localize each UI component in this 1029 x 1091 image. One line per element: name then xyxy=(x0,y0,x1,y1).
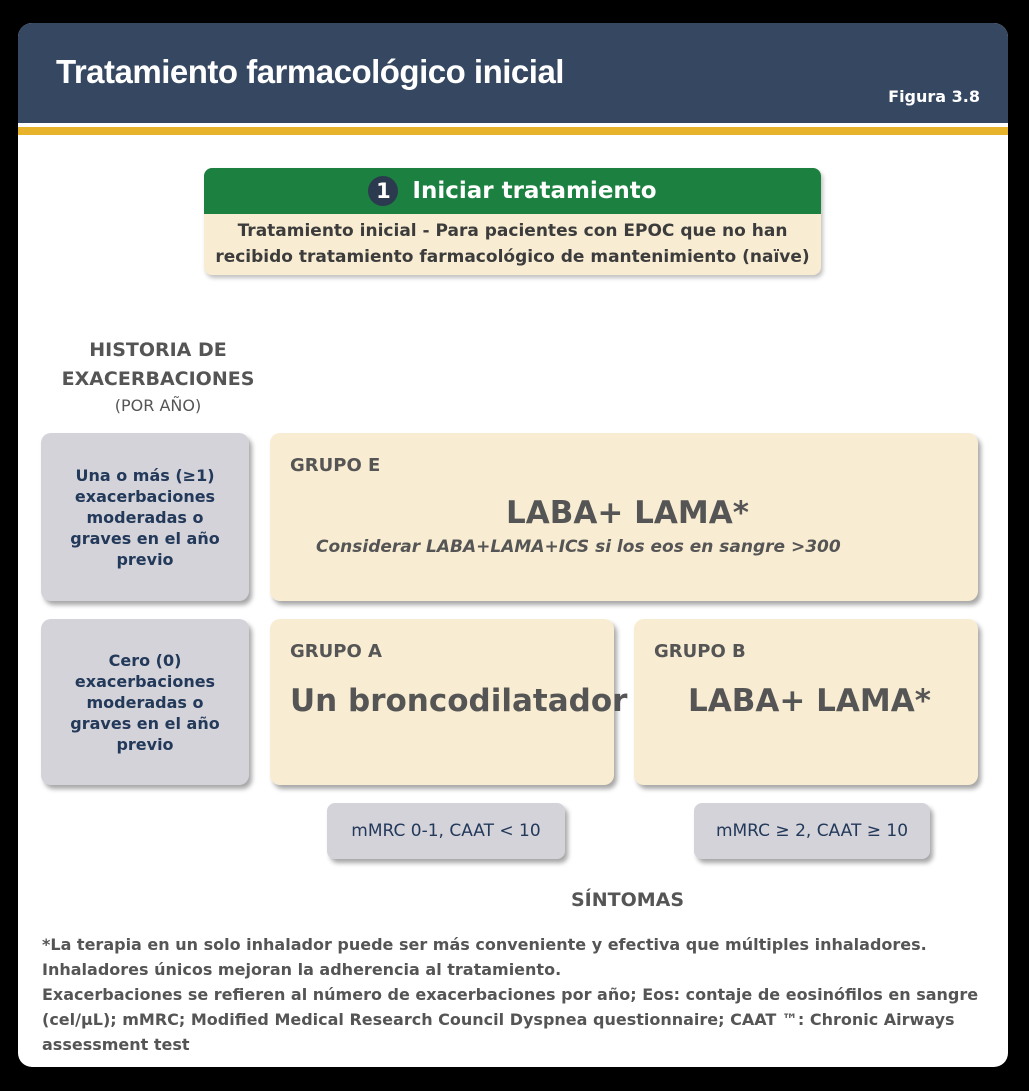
group-e-label: GRUPO E xyxy=(290,455,381,476)
footnote-line: Inhaladores únicos mejoran la adherencia al tratamiento. xyxy=(42,960,562,979)
footnote-line: Exacerbaciones se refieren al número de exacerbaciones por año; Eos: contaje de eosinófilos en sangre xyxy=(42,985,979,1004)
start-treatment-box xyxy=(204,168,821,275)
history-title-line: EXACERBACIONES xyxy=(61,368,255,390)
group-b-treatment: LABA+ LAMA* xyxy=(688,683,931,719)
history-row-zero: Cero (0) exacerbaciones moderadas o graves en el año previo xyxy=(41,619,249,785)
group-a-box xyxy=(270,619,628,785)
step-number-badge: 1 xyxy=(368,176,398,206)
history-row-one-or-more: Una o más (≥1) exacerbaciones moderadas o graves en el año previo xyxy=(41,433,249,601)
start-treatment-title: Iniciar tratamiento xyxy=(412,178,657,204)
group-a-label: GRUPO A xyxy=(290,641,382,662)
start-description-line: recibido tratamiento farmacológico de mantenimiento (naïve) xyxy=(215,247,810,267)
start-treatment-description xyxy=(204,214,821,270)
figure-card xyxy=(18,23,1008,1067)
accent-divider xyxy=(18,127,1008,135)
history-subtitle: (POR AÑO) xyxy=(114,396,202,415)
footnote-line: assessment test xyxy=(42,1035,190,1054)
group-e-note: Considerar LABA+LAMA+ICS si los eos en sangre >300 xyxy=(316,537,841,557)
symptoms-axis-title: SÍNTOMAS xyxy=(571,889,685,911)
footnote-line: (cel/µL); mMRC; Modified Medical Research Council Dyspnea questionnaire; CAAT ™: Chronic Airways xyxy=(42,1010,955,1029)
figure-label: Figura 3.8 xyxy=(888,87,980,106)
history-title-line: HISTORIA DE xyxy=(89,339,227,361)
start-treatment-header xyxy=(204,168,821,214)
footnote xyxy=(42,932,979,1057)
group-a-treatment: Un broncodilatador xyxy=(290,683,628,719)
history-axis-title xyxy=(38,336,278,418)
header-bar xyxy=(18,23,1008,123)
group-e-treatment: LABA+ LAMA* xyxy=(506,495,749,531)
group-b-label: GRUPO B xyxy=(654,641,746,662)
start-description-line: Tratamiento inicial - Para pacientes con EPOC que no han xyxy=(237,221,788,241)
group-b-box xyxy=(634,619,978,785)
symptoms-high-pill: mMRC ≥ 2, CAAT ≥ 10 xyxy=(694,803,930,859)
page-title: Tratamiento farmacológico inicial xyxy=(56,53,564,90)
symptoms-low-pill: mMRC 0-1, CAAT < 10 xyxy=(327,803,565,859)
footnote-line: *La terapia en un solo inhalador puede ser más conveniente y efectiva que múltiples inhaladores. xyxy=(42,935,927,954)
group-e-box xyxy=(270,433,978,601)
